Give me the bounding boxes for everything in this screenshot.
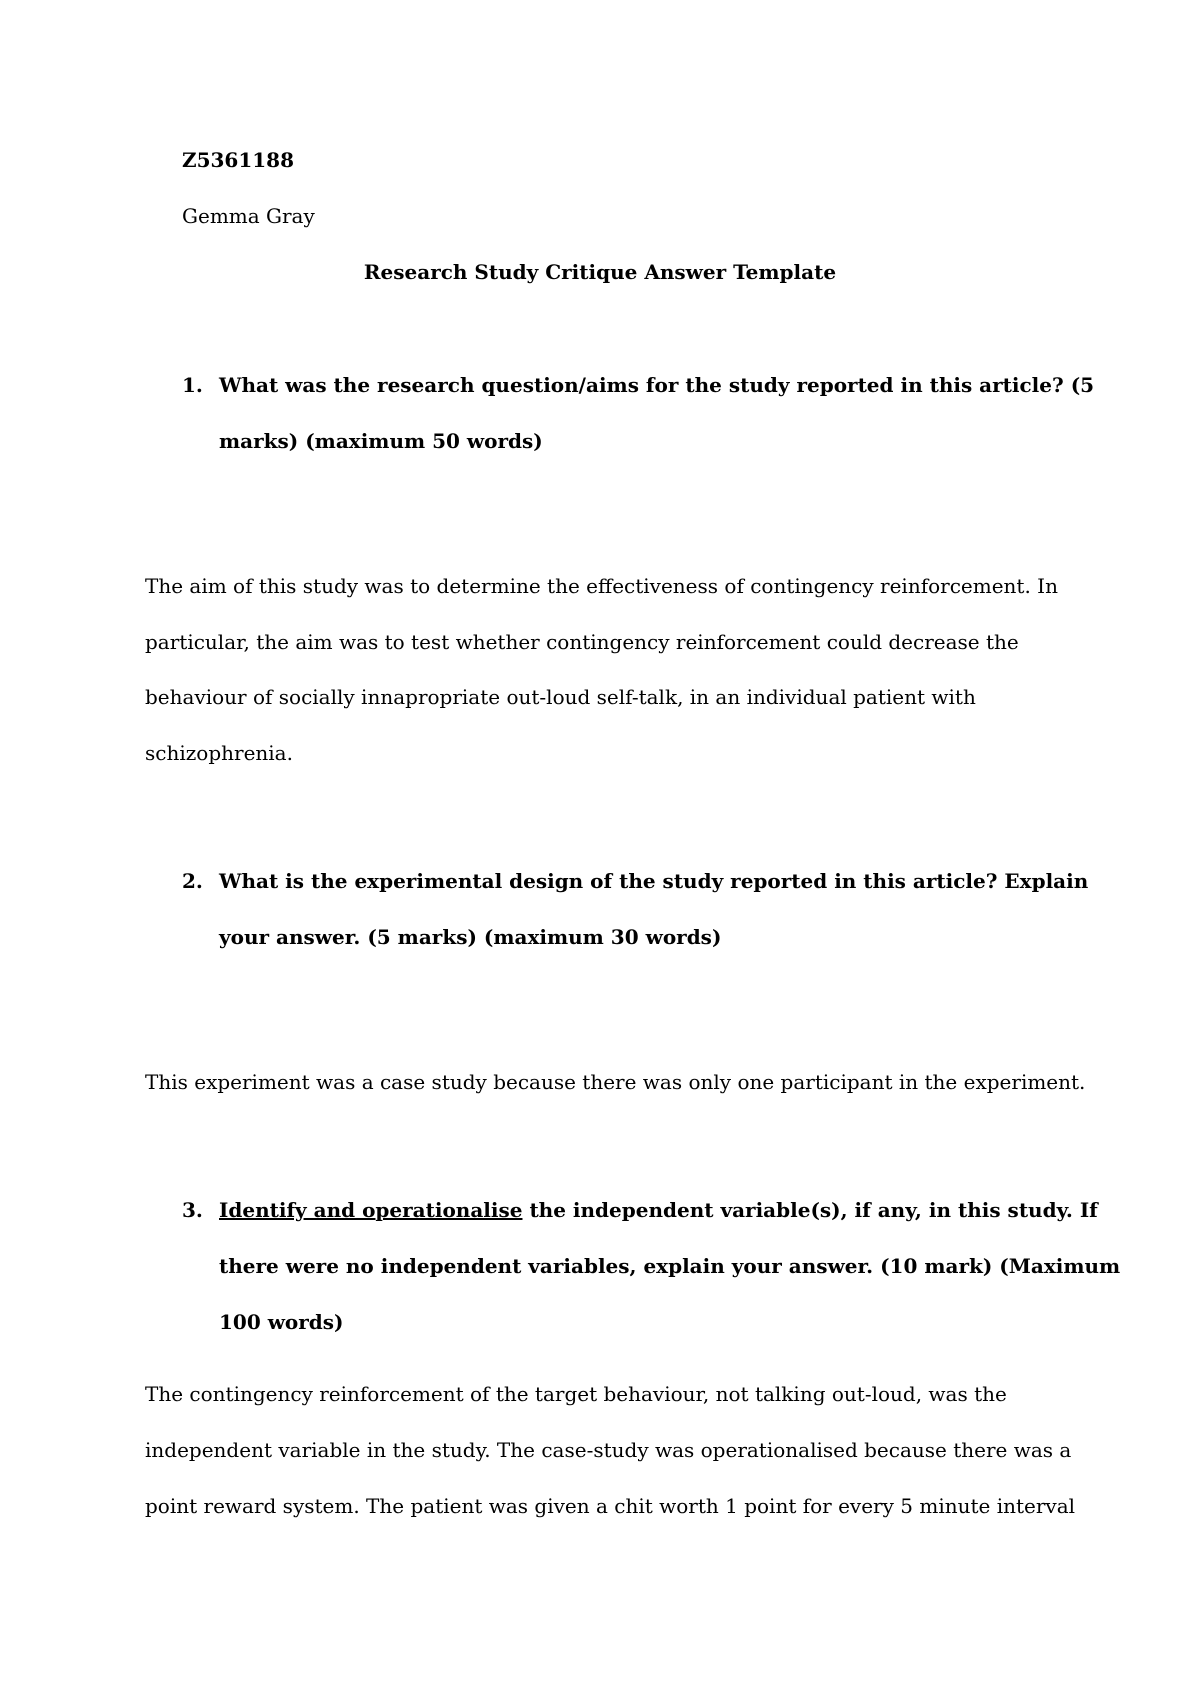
question-1-line-2: marks) (maximum 50 words) [219,429,543,453]
answer-1-line-3: behaviour of socially innapropriate out-loud self-talk, in an individual patient with [145,685,976,709]
document-title: Research Study Critique Answer Template [363,260,837,284]
question-3-line-1-rest: the independent variable(s), if any, in this study. If [522,1198,1098,1222]
question-3-line-1 [219,1197,1098,1223]
question-1-number: 1. [182,373,203,397]
answer-1-line-2: particular, the aim was to test whether contingency reinforcement could decrease the [145,630,1019,654]
answer-2-line-1: This experiment was a case study because there was only one participant in the experiment. [145,1070,1086,1094]
question-2-line-1: What is the experimental design of the study reported in this article? Explain [219,869,1089,893]
answer-3-line-1: The contingency reinforcement of the target behaviour, not talking out-loud, was the [145,1382,1007,1406]
question-1-line-1: What was the research question/aims for the study reported in this article? (5 [219,373,1095,397]
question-3-line-3: 100 words) [219,1310,344,1334]
question-3-number: 3. [182,1198,203,1222]
answer-3-line-2: independent variable in the study. The case-study was operationalised because there was a [145,1438,1072,1462]
student-id: Z5361188 [182,148,295,172]
answer-3-line-3: point reward system. The patient was given a chit worth 1 point for every 5 minute interval [145,1494,1076,1518]
question-3-line-2: there were no independent variables, explain your answer. (10 mark) (Maximum [219,1254,1121,1278]
question-2-line-2: your answer. (5 marks) (maximum 30 words) [219,925,722,949]
question-3-underlined: Identify and operationalise [219,1198,523,1222]
student-name: Gemma Gray [182,204,315,228]
question-2-number: 2. [182,869,203,893]
answer-1-line-4: schizophrenia. [145,741,293,765]
answer-1-line-1: The aim of this study was to determine the effectiveness of contingency reinforcement. In [145,574,1058,598]
